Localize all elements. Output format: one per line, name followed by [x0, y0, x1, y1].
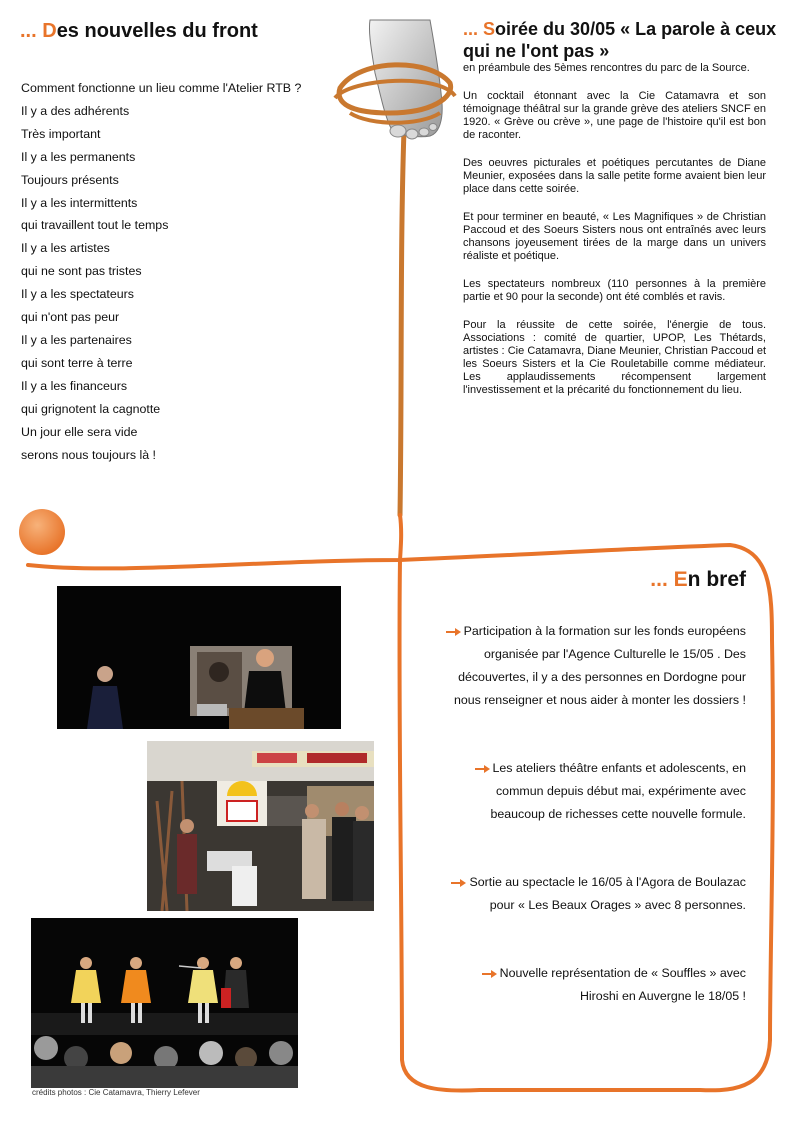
poem-line: Il y a les partenaires: [21, 332, 132, 347]
bref-line: découvertes, il y a des personnes en Dordogne pour: [458, 670, 746, 684]
article-paragraph: Et pour terminer en beauté, « Les Magnifiques » de Christian Paccoud et des Soeurs Sisters nous ont entraînés avec leurs chansons joyeusement tirées de la marge dans un univers réaliste et poétique.: [463, 211, 766, 262]
bref-item: [475, 757, 746, 826]
bref-item: [451, 871, 746, 917]
poem-line: Il y a les permanents: [21, 149, 136, 164]
bref-line: nous renseigner et nous aider à monter les dossiers !: [453, 693, 746, 707]
article-paragraph: Des oeuvres picturales et poétiques percutantes de Diane Meunier, exposées dans la salle petite forme avaient bien leur place dans cette soirée.: [463, 157, 766, 195]
bref-item: [446, 620, 746, 712]
poem-line: Il y a des adhérents: [21, 103, 130, 118]
bref-item: [482, 962, 746, 1008]
arrow-icon: [451, 879, 466, 887]
left-section-title: [20, 20, 258, 43]
title-capital: S: [483, 19, 496, 39]
title-capital: D: [42, 20, 57, 42]
poem-line: Il y a les intermittents: [21, 195, 138, 210]
bref-line: beaucoup de richesses cette nouvelle formule.: [490, 807, 746, 821]
photo-exhibition: [147, 741, 374, 911]
title-dots: ...: [20, 20, 43, 42]
poem-line: Un jour elle sera vide: [21, 424, 138, 439]
poem-line: qui n'ont pas peur: [21, 310, 120, 325]
arrow-icon: [475, 765, 490, 773]
poem-line: qui travaillent tout le temps: [21, 218, 169, 233]
bref-section-title: [650, 568, 746, 592]
poem-line: Il y a les artistes: [21, 241, 110, 256]
bref-line: pour « Les Beaux Orages » avec 8 personnes.: [489, 898, 746, 912]
poem-line: Il y a les spectateurs: [21, 287, 134, 302]
bref-line: Participation à la formation sur les fonds européens: [463, 624, 746, 638]
bref-line: Hiroshi en Auvergne le 18/05 !: [579, 989, 746, 1003]
photo-musicians-stage: [31, 918, 298, 1088]
title-dots: ...: [463, 19, 484, 39]
title-dots: ...: [650, 568, 674, 591]
right-section-title: [463, 18, 778, 62]
bref-line: Les ateliers théâtre enfants et adolescents, en: [492, 761, 746, 775]
poem-list: [21, 77, 351, 466]
orange-ball: [18, 508, 68, 558]
article-body: [463, 62, 766, 412]
article-paragraph: Pour la réussite de cette soirée, l'énergie de tous. Associations : comité de quartier, UPOP, Les Thétards, artistes : Cie Catamavra, Diane Meunier, Christian Paccoud et les Soeurs Sisters et la Cie Rouletabille comme médiateur. Les applaudissements récompensent largement l'investissement et la précarité du fonctionnement du lieu.: [463, 319, 766, 396]
photo-stage-performers: [57, 586, 341, 729]
bref-line: commun depuis début mai, expérimente avec: [495, 784, 746, 798]
bref-line: organisée par l'Agence Culturelle le 15/05 . Des: [483, 647, 746, 661]
article-paragraph: Un cocktail étonnant avec la Cie Catamavra et son témoignage théâtral sur la grande grève des ateliers SNCF en 1920. « Grève ou crève », une page de l'histoire qu'il est bon de raconter.: [463, 90, 766, 141]
title-rest: oirée du 30/05 « La parole à ceux qui ne l'ont pas »: [463, 19, 777, 61]
poem-line: qui sont terre à terre: [21, 355, 133, 370]
poem-line: qui ne sont pas tristes: [21, 264, 142, 279]
article-paragraph: Les spectateurs nombreux (110 personnes à la première partie et 90 pour la seconde) ont été comblés et ravis.: [463, 278, 766, 303]
bref-line: Sortie au spectacle le 16/05 à l'Agora de Boulazac: [469, 875, 746, 889]
title-rest: n bref: [687, 568, 746, 591]
arrow-icon: [446, 628, 461, 636]
poem-line: qui grignotent la cagnotte: [21, 401, 161, 416]
arrow-icon: [482, 970, 497, 978]
article-paragraph: en préambule des 5èmes rencontres du parc de la Source.: [463, 62, 750, 74]
title-capital: E: [673, 568, 688, 591]
poem-line: Il y a les financeurs: [21, 378, 128, 393]
title-rest: es nouvelles du front: [56, 20, 258, 42]
poem-line: Toujours présents: [21, 172, 119, 187]
poem-line: serons nous toujours là !: [21, 447, 156, 462]
photo-credits: crédits photos : Cie Catamavra, Thierry Lefever: [32, 1088, 200, 1097]
poem-line: Très important: [21, 126, 101, 141]
poem-line: Comment fonctionne un lieu comme l'Atelier RTB ?: [21, 81, 302, 95]
bref-line: Nouvelle représentation de « Souffles » avec: [499, 966, 746, 980]
